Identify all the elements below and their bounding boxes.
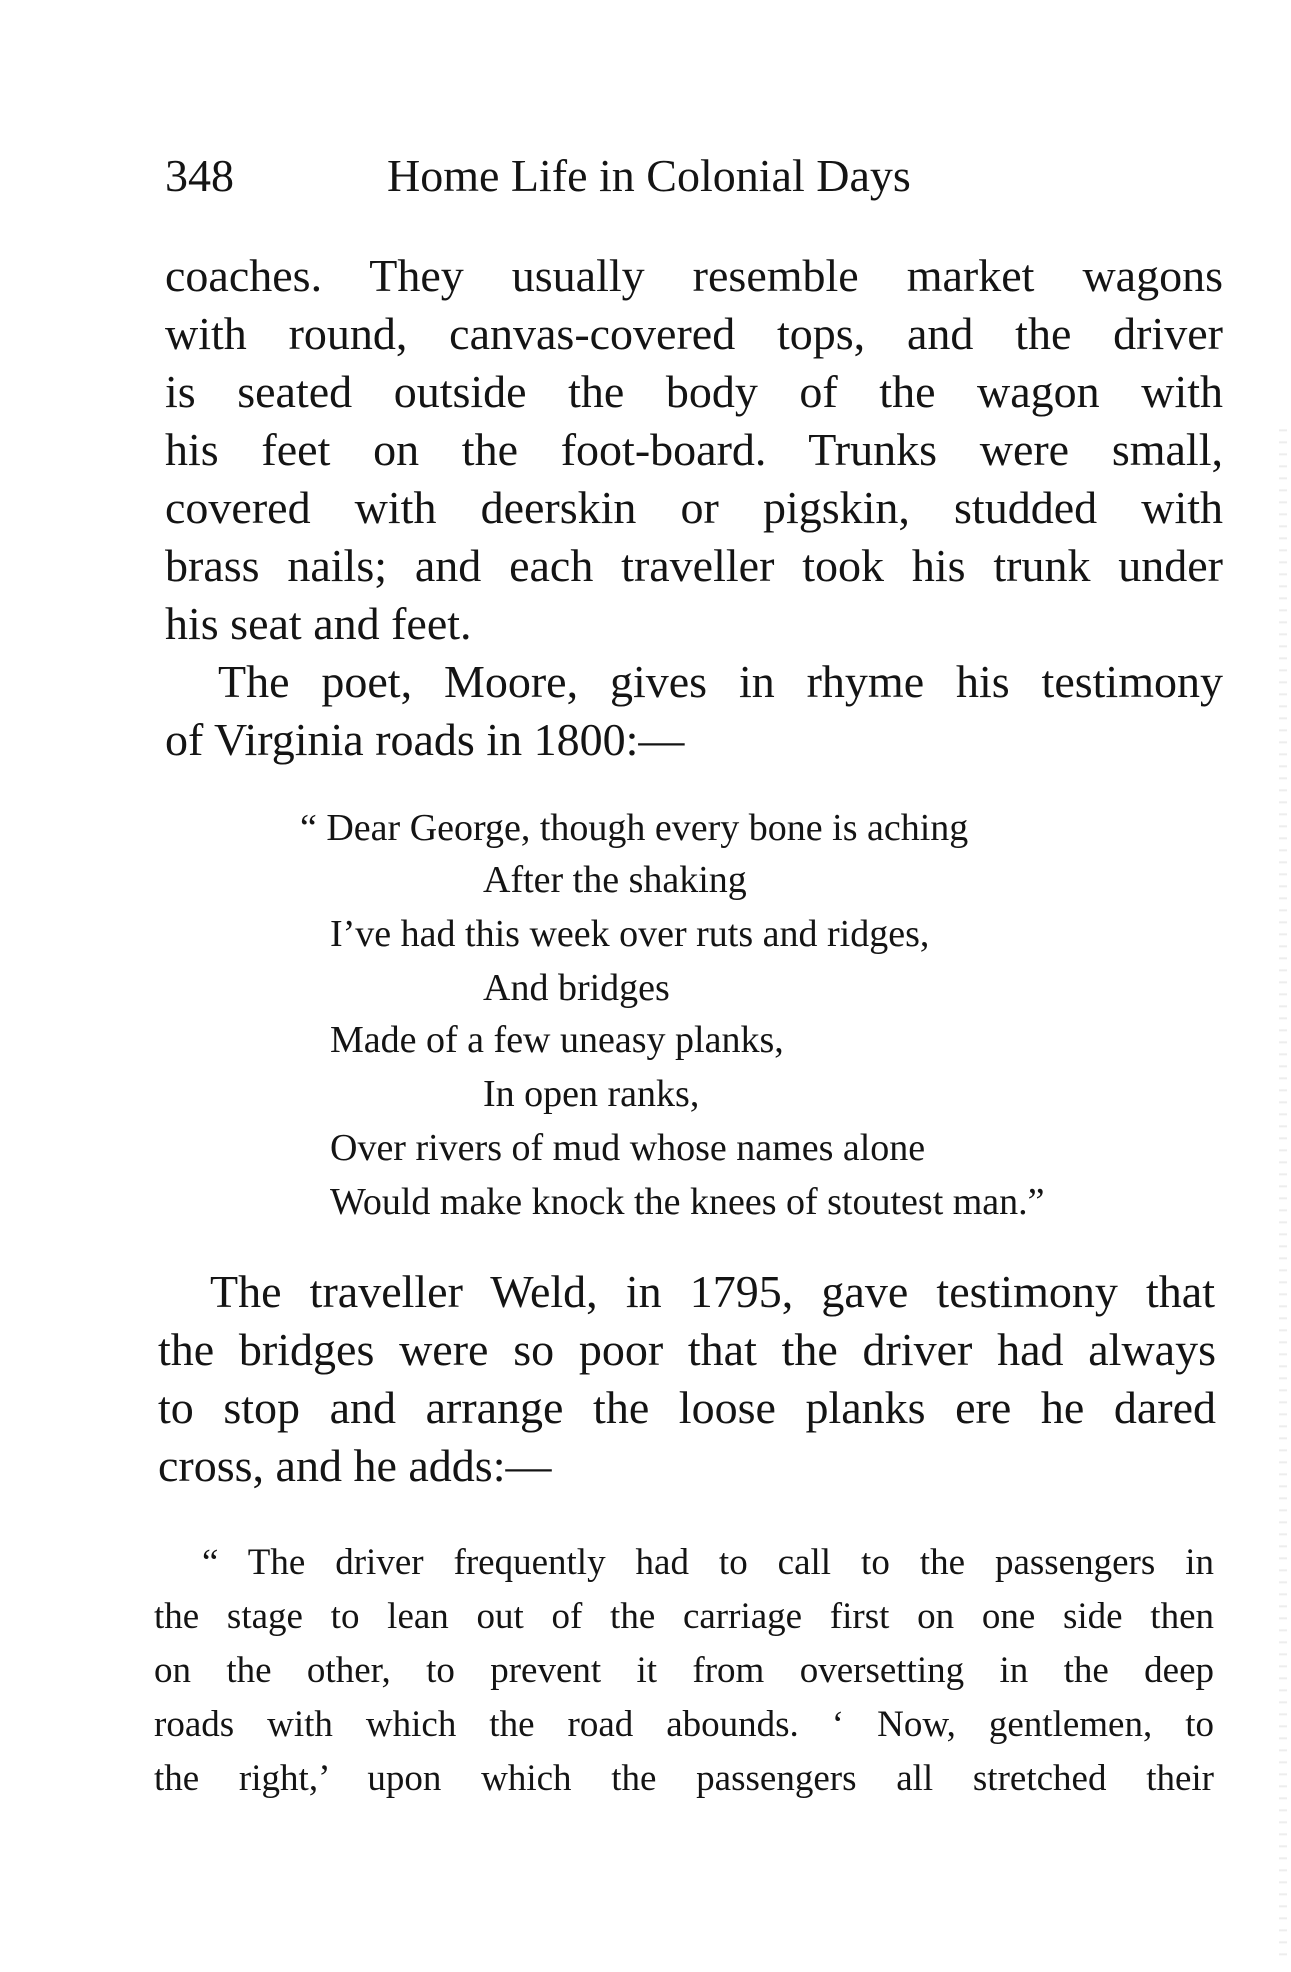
running-head [165, 146, 911, 206]
quotation-line: the right,’ upon which the passengers all stretched their [154, 1758, 1214, 1799]
page-number: 348 [165, 150, 234, 201]
verse-line: I’ve had this week over ruts and ridges, [330, 913, 930, 955]
verse-line: Made of a few uneasy planks, [330, 1019, 784, 1061]
verse-line-indented: After the shaking [483, 859, 747, 901]
paragraph-1-line: covered with deerskin or pigskin, studded with [165, 482, 1223, 533]
scan-edge-speckles [1279, 420, 1287, 1960]
paragraph-3-line: to stop and arrange the loose planks ere he dared [158, 1382, 1216, 1433]
quotation-line: roads with which the road abounds. ‘ Now, gentlemen, to [154, 1704, 1214, 1745]
verse-line-indented: And bridges [483, 967, 670, 1009]
quotation-line: the stage to lean out of the carriage first on one side then [154, 1596, 1214, 1637]
verse-line: Over rivers of mud whose names alone [330, 1127, 926, 1169]
paragraph-1-line: his seat and feet. [165, 598, 472, 649]
paragraph-3-line: The traveller Weld, in 1795, gave testimony that [210, 1266, 1215, 1317]
paragraph-2-line: of Virginia roads in 1800:— [165, 714, 685, 765]
verse-line-indented: In open ranks, [483, 1073, 700, 1115]
quotation-line: on the other, to prevent it from oversetting in the deep [154, 1650, 1214, 1691]
paragraph-1-line: brass nails; and each traveller took his trunk under [165, 540, 1223, 591]
paragraph-1-line: is seated outside the body of the wagon with [165, 366, 1223, 417]
paragraph-2-line: The poet, Moore, gives in rhyme his testimony [218, 656, 1223, 707]
verse-line: Would make knock the knees of stoutest man.” [330, 1181, 1045, 1223]
quotation-line: “ The driver frequently had to call to the passengers in [202, 1542, 1214, 1583]
paragraph-1-line: with round, canvas-covered tops, and the driver [165, 308, 1223, 359]
paragraph-1-line: his feet on the foot-board. Trunks were small, [165, 424, 1223, 475]
paragraph-3-line: cross, and he adds:— [158, 1440, 552, 1491]
paragraph-1-line: coaches. They usually resemble market wagons [165, 250, 1223, 301]
paragraph-3-line: the bridges were so poor that the driver had always [158, 1324, 1216, 1375]
verse-line: “ Dear George, though every bone is aching [300, 807, 969, 849]
running-title: Home Life in Colonial Days [387, 150, 911, 201]
